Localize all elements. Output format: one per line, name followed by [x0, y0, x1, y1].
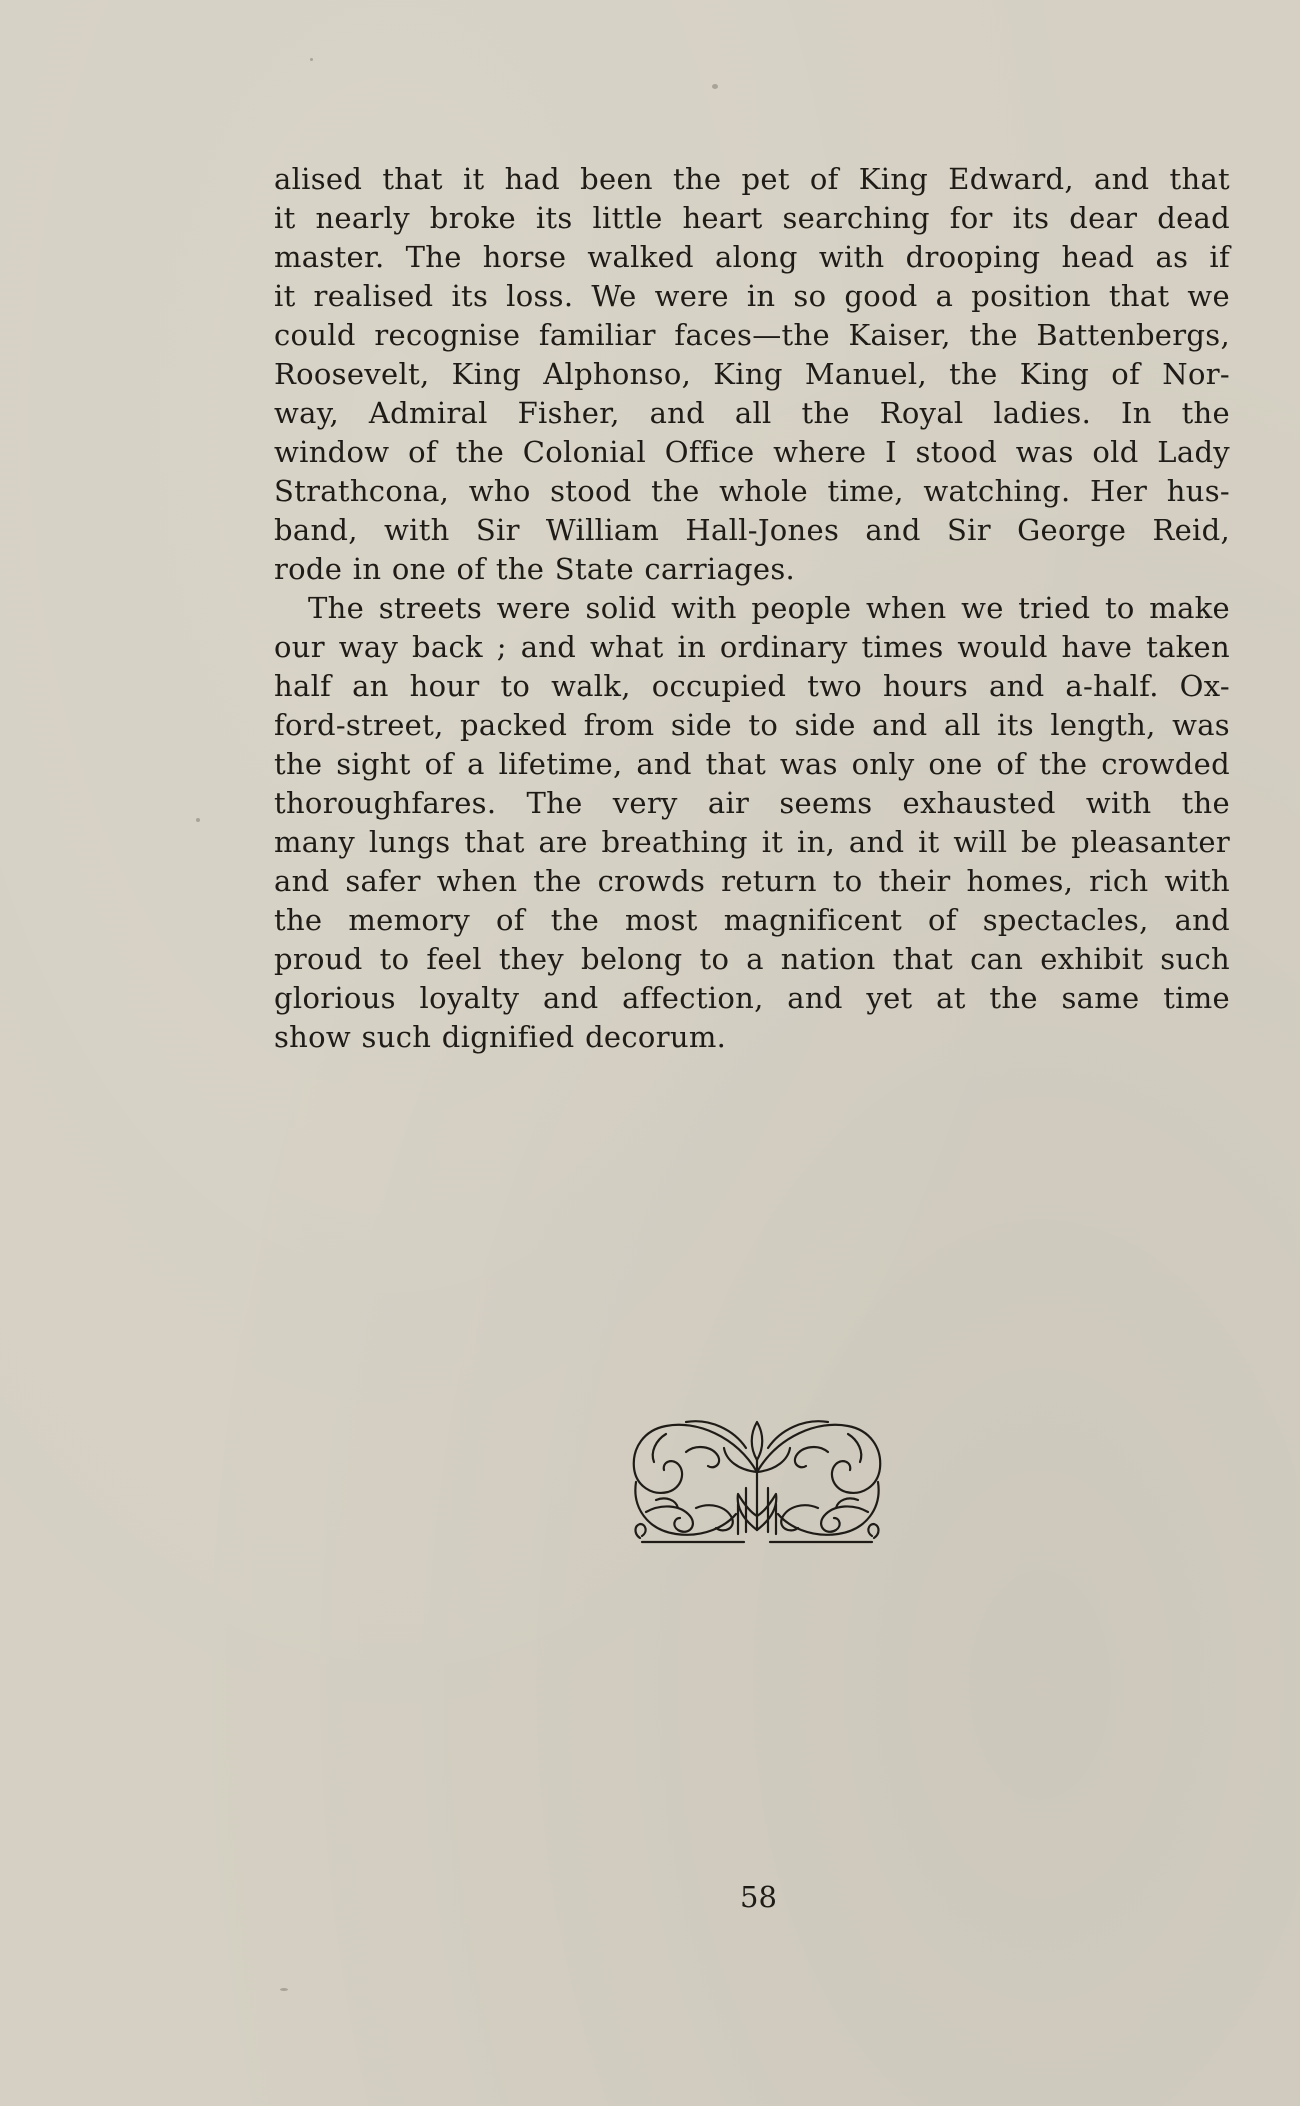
floral-scroll-ornament-icon	[626, 1412, 888, 1548]
paragraph-2	[274, 589, 1230, 1057]
paper-speck	[196, 818, 200, 822]
text-line: band, with Sir William Hall-Jones and Sir George Reid,	[274, 513, 1230, 547]
text-line: way, Admiral Fisher, and all the Royal ladies. In the	[274, 396, 1230, 430]
text-line: it nearly broke its little heart searching for its dear dead	[274, 201, 1230, 235]
paragraph-1	[274, 160, 1230, 589]
text-line: alised that it had been the pet of King Edward, and that	[274, 162, 1230, 196]
text-line: it realised its loss. We were in so good a position that we	[274, 279, 1230, 313]
page-number: 58	[740, 1880, 777, 1914]
paper-speck	[310, 58, 313, 61]
text-line: Roosevelt, King Alphonso, King Manuel, the King of Nor-	[274, 357, 1230, 391]
text-line: proud to feel they belong to a nation that can exhibit such	[274, 942, 1230, 976]
text-line: glorious loyalty and affection, and yet at the same time	[274, 981, 1230, 1015]
text-line: show such dignified decorum.	[274, 1020, 727, 1054]
text-line: thoroughfares. The very air seems exhausted with the	[274, 786, 1230, 820]
text-line: and safer when the crowds return to their homes, rich with	[274, 864, 1230, 898]
text-line: many lungs that are breathing it in, and it will be pleasanter	[274, 825, 1230, 859]
paper-speck	[712, 84, 718, 89]
text-line: The streets were solid with people when we tried to make	[308, 591, 1230, 625]
text-line: the sight of a lifetime, and that was only one of the crowded	[274, 747, 1230, 781]
body-text	[274, 160, 1230, 1057]
text-line: ford-street, packed from side to side and all its length, was	[274, 708, 1230, 742]
text-line: the memory of the most magnificent of spectacles, and	[274, 903, 1230, 937]
text-line: rode in one of the State carriages.	[274, 552, 796, 586]
paper-speck	[280, 1988, 288, 1991]
text-line: window of the Colonial Office where I stood was old Lady	[274, 435, 1230, 469]
text-line: half an hour to walk, occupied two hours and a-half. Ox-	[274, 669, 1230, 703]
text-line: Strathcona, who stood the whole time, watching. Her hus-	[274, 474, 1230, 508]
text-line: our way back ; and what in ordinary times would have taken	[274, 630, 1230, 664]
text-line: master. The horse walked along with drooping head as if	[274, 240, 1230, 274]
text-line: could recognise familiar faces—the Kaiser, the Battenbergs,	[274, 318, 1230, 352]
